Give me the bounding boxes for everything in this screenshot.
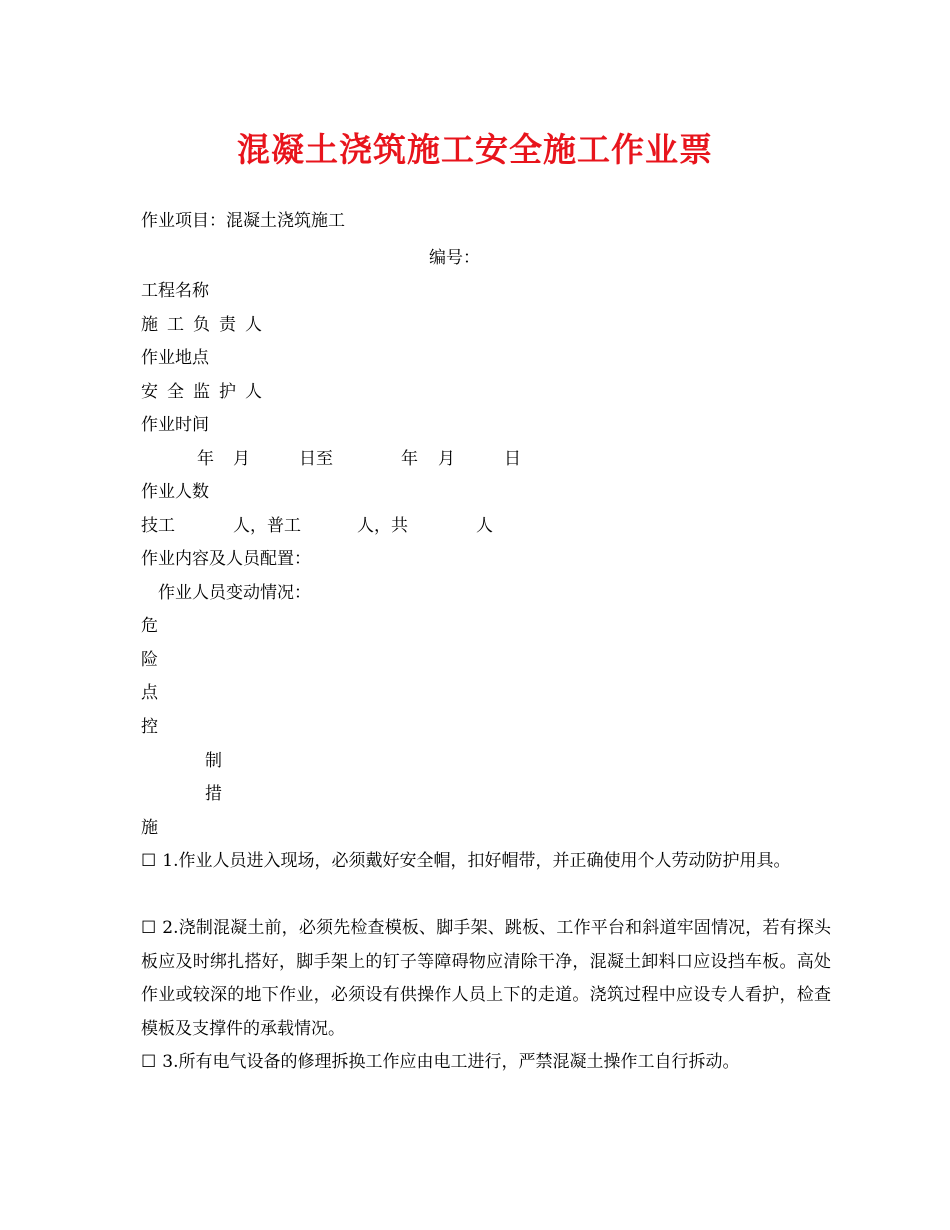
hazard-char: 点 <box>141 683 158 703</box>
time-month-start: 月 <box>233 449 250 469</box>
hazard-char: 施 <box>141 818 158 838</box>
time-day-end: 日 <box>504 449 521 469</box>
hazard-char: 措 <box>205 784 222 804</box>
hazard-char: 控 <box>141 717 158 737</box>
field-location: 作业地点 <box>141 348 209 368</box>
hazard-char: 危 <box>141 616 158 636</box>
work-project: 作业项目：混凝土浇筑施工 <box>141 211 345 231</box>
document-title: 混凝土浇筑施工安全施工作业票 <box>237 130 713 169</box>
measure-text: 1.作业人员进入现场，必须戴好安全帽，扣好帽带，并正确使用个人劳动防护用具。 <box>162 851 791 871</box>
checkbox-icon[interactable]: ☐ <box>141 918 157 938</box>
checkbox-icon[interactable]: ☐ <box>141 851 157 871</box>
number-label: 编号： <box>429 248 480 268</box>
measure-item <box>141 845 831 879</box>
persons-comma-ordinary: 人，普工 <box>233 516 301 536</box>
persons-end: 人 <box>476 516 493 536</box>
skilled-label: 技工 <box>141 516 175 536</box>
measure-text: 3.所有电气设备的修理拆换工作应由电工进行，严禁混凝土操作工自行拆动。 <box>162 1052 740 1072</box>
time-year-end: 年 <box>401 449 418 469</box>
hazard-char: 险 <box>141 650 158 670</box>
persons-comma-total: 人，共 <box>357 516 408 536</box>
field-personnel-changes: 作业人员变动情况： <box>158 583 311 603</box>
measure-text: 2.浇制混凝土前，必须先检查模板、脚手架、跳板、工作平台和斜道牢固情况，若有探头板应及时绑扎搭好，脚手架上的钉子等障碍物应清除干净，混凝土卸料口应设挡车板。高处作业或较深的地下作业，必须设有供操作人员上下的走道。浇筑过程中应设专人看护，检查模板及支撑件的承载情况。 <box>141 918 831 1039</box>
field-construction-leader: 施工负责人 <box>141 315 271 335</box>
checkbox-icon[interactable]: ☐ <box>141 1052 157 1072</box>
field-content-config: 作业内容及人员配置： <box>141 549 311 569</box>
hazard-char: 制 <box>205 751 222 771</box>
field-project-name: 工程名称 <box>141 281 209 301</box>
time-month-end: 月 <box>438 449 455 469</box>
measure-item <box>141 1046 831 1080</box>
field-work-time: 作业时间 <box>141 415 209 435</box>
time-day-to: 日至 <box>299 449 333 469</box>
field-workers-count: 作业人数 <box>141 482 209 502</box>
field-safety-supervisor: 安全监护人 <box>141 382 271 402</box>
measure-item <box>141 912 831 1046</box>
time-year-start: 年 <box>197 449 214 469</box>
